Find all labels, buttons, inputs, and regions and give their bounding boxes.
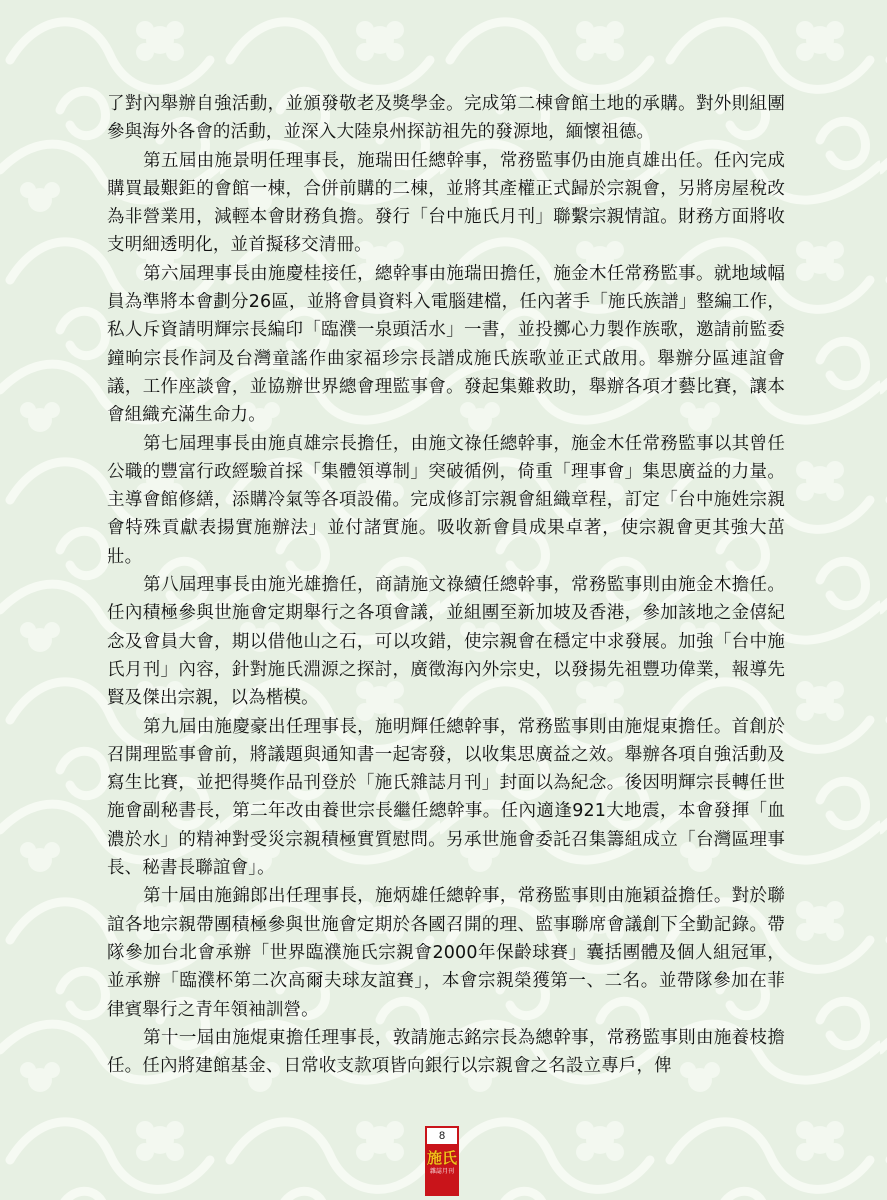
article-paragraph: 第七屆理事長由施貞雄宗長擔任，由施文祿任總幹事，施金木任常務監事以其曾任公職的豐富行政經驗首採「集體領導制」突破循例，倚重「理事會」集思廣益的力量。主導會館修繕，添購冷氣等各項設備。完成修訂宗親會組織章程，訂定「台中施姓宗親會特殊貢獻表揚實施辦法」並付諸實施。吸收新會員成果卓著，使宗親會更其強大茁壯。 xyxy=(107,433,785,567)
article-paragraph: 了對內舉辦自強活動，並頒發敬老及獎學金。完成第二棟會館土地的承購。對外則組團參與海外各會的活動，並深入大陸泉州探訪祖先的發源地，緬懷祖德。 xyxy=(107,94,785,143)
page-folio xyxy=(425,1126,459,1196)
article-paragraph: 第八屆理事長由施光雄擔任，商請施文祿續任總幹事，常務監事則由施金木擔任。任內積極參與世施會定期舉行之各項會議，並組團至新加坡及香港，參加該地之金僖紀念及會員大會，期以借他山之石，可以攻錯，使宗親會在穩定中求發展。加強「台中施氏月刊」內容，針對施氏淵源之探討，廣徵海內外宗史，以發揚先祖豐功偉業，報導先賢及傑出宗親，以為楷模。 xyxy=(107,575,785,709)
article-paragraph: 第六屆理事長由施慶桂接任，總幹事由施瑞田擔任，施金木任常務監事。就地域幅員為準將本會劃分26區，並將會員資料入電腦建檔，任內著手「施氏族譜」整編工作，私人斥資請明輝宗長編印「臨濮一泉頭活水」一書，並投擲心力製作族歌，邀請前監委鐘晌宗長作詞及台灣童謠作曲家福珍宗長譜成施氏族歌並正式啟用。舉辦分區連誼會議，工作座談會，並協辦世界總會理監事會。發起集難救助，舉辦各項才藝比賽，讓本會組織充滿生命力。 xyxy=(107,263,785,426)
article-body xyxy=(107,90,785,1080)
magazine-logo-subtext: 雜誌月刊 xyxy=(429,1168,454,1175)
article-paragraph: 第十一屆由施焜東擔任理事長，敦請施志銘宗長為總幹事，常務監事則由施養枝擔任。任內將建館基金、日常收支款項皆向銀行以宗親會之名設立專戶，俾 xyxy=(107,1027,785,1077)
magazine-logo: 施氏 xyxy=(426,1149,457,1167)
article-paragraph: 第十屆由施錦郎出任理事長，施炳雄任總幹事，常務監事則由施穎益擔任。對於聯誼各地宗親帶團積極參與世施會定期於各國召開的理、監事聯席會議創下全勤記錄。帶隊參加台北會承辦「世界臨濮施氏宗親會2000年保齡球賽」囊括團體及個人組冠軍，並承辦「臨濮杯第二次高爾夫球友誼賽」，本會宗親榮獲第一、二名。並帶隊參加在菲律賓舉行之青年領袖訓營。 xyxy=(107,886,785,1020)
page-number: 8 xyxy=(427,1128,457,1144)
article-paragraph: 第九屆由施慶豪出任理事長，施明輝任總幹事，常務監事則由施焜東擔任。首創於召開理監事會前，將議題與通知書一起寄發，以收集思廣益之效。舉辦各項自強活動及寫生比賽，並把得獎作品刊登於「施氏雜誌月刊」封面以為紀念。後因明輝宗長轉任世施會副秘書長，第二年改由養世宗長繼任總幹事。任內適逢921大地震，本會發揮「血濃於水」的精神對受災宗親積極實質慰問。另承世施會委託召集籌組成立「台灣區理事長、秘書長聯誼會」。 xyxy=(107,716,785,879)
article-paragraph: 第五屆由施景明任理事長，施瑞田任總幹事，常務監事仍由施貞雄出任。任內完成購買最艱鉅的會館一棟，合併前購的二棟，並將其產權正式歸於宗親會，另將房屋稅改為非營業用，減輕本會財務負擔。發行「台中施氏月刊」聯繫宗親情誼。財務方面將收支明細透明化，並首擬移交清冊。 xyxy=(107,150,785,256)
